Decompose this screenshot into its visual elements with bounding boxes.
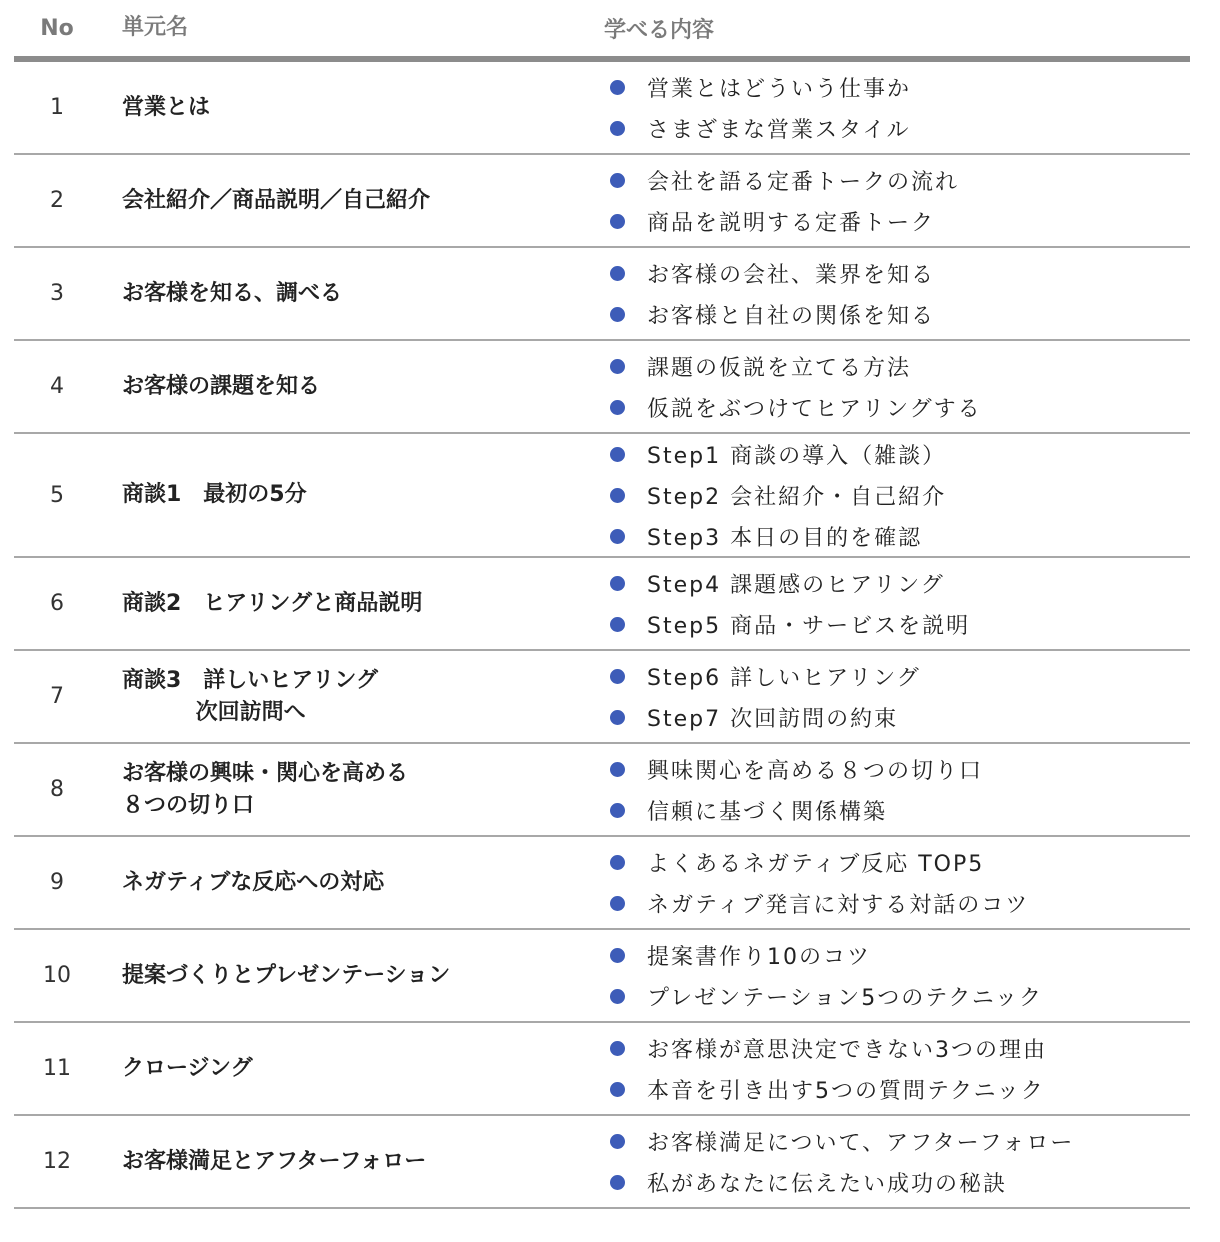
list-item-text: Step3 本日の目的を確認 [647,525,923,551]
bullet-icon [610,447,625,462]
content-list [592,846,1190,920]
content-list [592,1032,1190,1106]
list-item-text: 商品を説明する定番トーク [647,210,936,236]
bullet-icon [610,529,625,544]
bullet-icon [610,617,625,632]
list-item [610,846,1190,879]
bullet-icon [610,710,625,725]
bullet-icon [610,1082,625,1097]
row-number: 12 [43,1149,71,1174]
list-item-text: Step5 商品・サービスを説明 [647,613,971,639]
list-item-text: Step6 詳しいヒアリング [647,665,921,691]
unit-name: 提案づくりとプレゼンテーション [122,962,451,988]
bullet-icon [610,359,625,374]
list-item-text: ネガティブ発言に対する対話のコツ [647,892,1030,918]
list-item [610,205,1190,238]
content-list [592,660,1190,734]
row-number: 3 [50,281,64,306]
table-row [14,930,1190,1023]
list-item [610,164,1190,197]
row-number: 9 [50,870,64,895]
list-item [610,257,1190,290]
table-row [14,1116,1190,1209]
list-item-text: 本音を引き出す5つの質問テクニック [647,1078,1045,1104]
list-item [610,660,1190,693]
list-item-text: Step4 課題感のヒアリング [647,572,945,598]
unit-name: 会社紹介／商品説明／自己紹介 [122,187,431,213]
list-item-text: プレゼンテーション5つのテクニック [647,985,1044,1011]
content-list [592,164,1190,238]
list-item [610,887,1190,920]
bullet-icon [610,266,625,281]
bullet-icon [610,855,625,870]
list-item-text: 興味関心を高める８つの切り口 [647,758,984,784]
list-item-text: Step1 商談の導入（雑談） [647,443,947,469]
list-item [610,939,1190,972]
list-item [610,1125,1190,1158]
unit-name: お客様満足とアフターフォロー [122,1148,427,1174]
row-number: 1 [50,95,64,120]
table-row [14,651,1190,744]
unit-name: 商談3 詳しいヒアリング 次回訪問へ [122,667,378,725]
list-item [610,753,1190,786]
list-item-text: お客様と自社の関係を知る [647,303,936,329]
list-item-text: 信頼に基づく関係構築 [647,799,888,825]
list-item [610,391,1190,424]
list-item-text: お客様の会社、業界を知る [647,262,936,288]
table-row [14,837,1190,930]
list-item-text: 課題の仮説を立てる方法 [647,355,912,381]
table-row [14,341,1190,434]
unit-name: クロージング [122,1055,253,1081]
header-unit: 単元名 [122,15,189,40]
header-content: 学べる内容 [604,17,715,43]
bullet-icon [610,948,625,963]
list-item [610,520,1190,553]
bullet-icon [610,669,625,684]
unit-name: 商談1 最初の5分 [122,482,307,507]
list-item [610,479,1190,512]
bullet-icon [610,80,625,95]
list-item-text: さまざまな営業スタイル [647,117,911,143]
bullet-icon [610,803,625,818]
table-row [14,1023,1190,1116]
table-row [14,434,1190,558]
bullet-icon [610,307,625,322]
row-number: 6 [50,591,64,616]
bullet-icon [610,121,625,136]
row-number: 2 [50,188,64,213]
list-item [610,71,1190,104]
table-body [14,62,1190,1209]
table-row [14,558,1190,651]
table-row [14,62,1190,155]
row-number: 8 [50,777,64,802]
list-item-text: Step7 次回訪問の約束 [647,706,899,732]
row-number: 5 [50,482,64,508]
row-number: 10 [43,963,71,988]
table-row [14,248,1190,341]
list-item [610,1073,1190,1106]
bullet-icon [610,173,625,188]
list-item-text: 私があなたに伝えたい成功の秘訣 [647,1171,1008,1197]
list-item-text: お客様が意思決定できない3つの理由 [647,1037,1047,1063]
unit-name: ネガティブな反応への対応 [122,869,385,895]
row-number: 11 [43,1056,71,1081]
table-row [14,744,1190,837]
row-number: 7 [50,684,64,709]
content-list [592,567,1190,641]
bullet-icon [610,896,625,911]
curriculum-table [14,0,1190,1209]
list-item [610,701,1190,734]
bullet-icon [610,1175,625,1190]
content-list [592,350,1190,424]
list-item-text: よくあるネガティブ反応 TOP5 [647,851,985,877]
content-list [592,1125,1190,1199]
list-item-text: Step2 会社紹介・自己紹介 [647,484,947,510]
unit-name: 営業とは [122,94,211,120]
bullet-icon [610,576,625,591]
bullet-icon [610,1041,625,1056]
bullet-icon [610,400,625,415]
unit-name: お客様の課題を知る [122,373,321,399]
list-item [610,608,1190,641]
header-no: No [40,15,74,41]
list-item [610,567,1190,600]
unit-name: お客様の興味・関心を高める ８つの切り口 [122,760,409,818]
list-item [610,980,1190,1013]
table-header [14,0,1190,56]
list-item [610,350,1190,383]
list-item-text: お客様満足について、アフターフォロー [647,1130,1075,1156]
list-item-text: 仮説をぶつけてヒアリングする [647,396,982,422]
row-number: 4 [50,374,64,399]
bullet-icon [610,488,625,503]
list-item-text: 営業とはどういう仕事か [647,76,912,102]
content-list [592,257,1190,331]
content-list [592,753,1190,827]
content-list [592,71,1190,145]
unit-name: お客様を知る、調べる [122,280,343,306]
list-item [610,794,1190,827]
list-item [610,1032,1190,1065]
list-item-text: 会社を語る定番トークの流れ [647,169,960,195]
unit-name: 商談2 ヒアリングと商品説明 [122,590,423,616]
list-item [610,112,1190,145]
bullet-icon [610,1134,625,1149]
bullet-icon [610,989,625,1004]
bullet-icon [610,762,625,777]
content-list [592,438,1190,553]
bullet-icon [610,214,625,229]
content-list [592,939,1190,1013]
list-item [610,298,1190,331]
list-item-text: 提案書作り10のコツ [647,944,871,970]
list-item [610,438,1190,471]
table-row [14,155,1190,248]
list-item [610,1166,1190,1199]
